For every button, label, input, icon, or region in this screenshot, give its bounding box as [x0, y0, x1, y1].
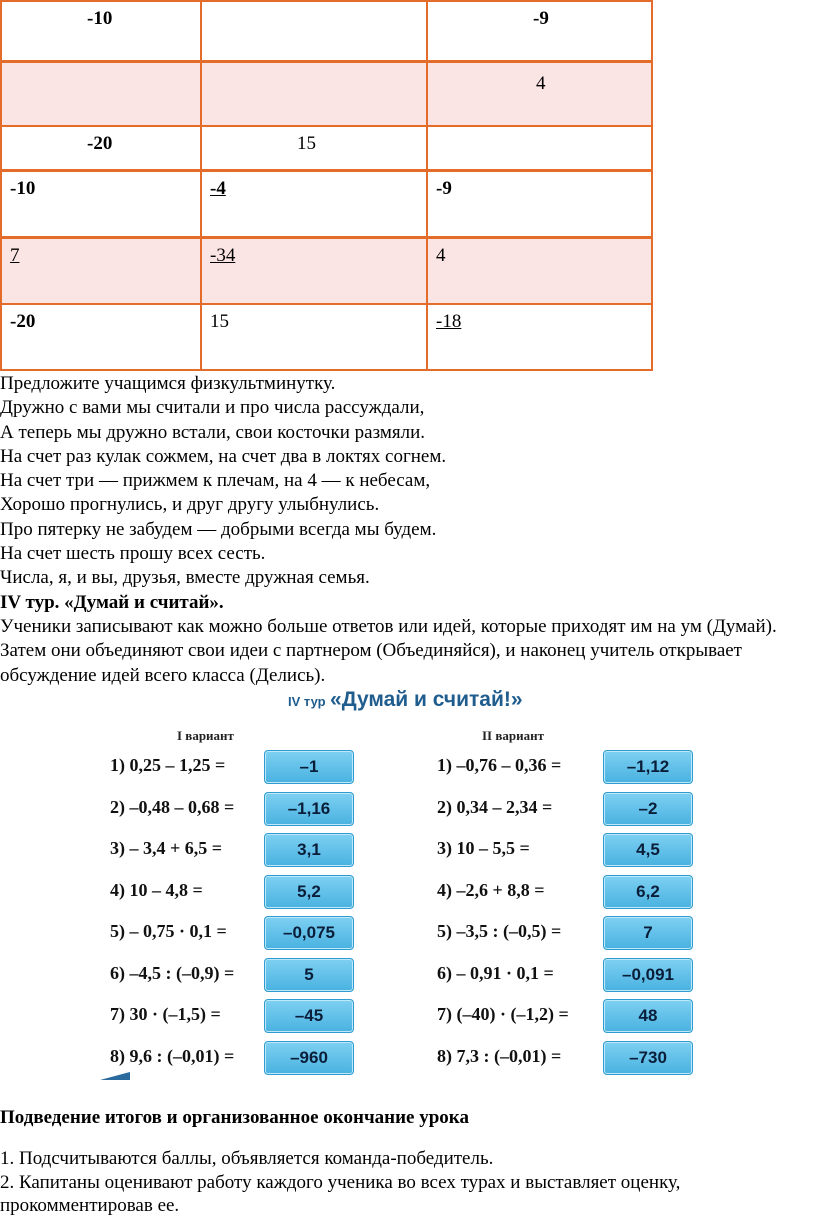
exercise-answer-box: –0,075	[264, 916, 354, 950]
table-cell: -20	[1, 126, 201, 170]
exercise-answer-box: 5	[264, 958, 354, 992]
exercise-expression: 6) –4,5 : (–0,9) =	[110, 962, 235, 983]
table-cell: -10	[1, 171, 201, 238]
table-cell: 15	[201, 304, 427, 370]
exercise-answer-box: 7	[603, 916, 693, 950]
exercise-figure	[100, 688, 674, 1088]
corner-triangle-decoration	[100, 1072, 130, 1080]
table-cell: 7	[1, 238, 201, 305]
figure-title	[288, 688, 523, 712]
exercise-expression: 1) –0,76 – 0,36 =	[437, 755, 562, 775]
poem-line: На счет три — прижмем к плечам, на 4 — к небесам,	[0, 470, 431, 492]
round4-description: Ученики записывают как можно больше ответов или идей, которые приходят им на ум (Думай). Затем они объединяют свои идеи с партнером (Объединяйся), и наконец учитель открывает обсуждение идей всего класса (Делись).	[0, 615, 777, 686]
body-text	[0, 372, 810, 688]
poem-line: Дружно с вами мы считали и про числа рассуждали,	[0, 397, 425, 419]
exercise-expression: 6) – 0,91 · 0,1 =	[437, 962, 554, 983]
table-cell: -20	[1, 304, 201, 370]
exercise-answer-box: –45	[264, 999, 354, 1033]
exercise-answer-box: –1	[264, 750, 354, 784]
table-cell: 15	[201, 126, 427, 170]
variant2-label: II вариант	[482, 728, 544, 743]
number-table-1	[0, 0, 653, 171]
poem-line: На счет шесть прошу всех сесть.	[0, 543, 266, 565]
exercise-answer-box: –1,16	[264, 792, 354, 826]
exercise-answer-box: 48	[603, 999, 693, 1033]
exercise-expression: 1) 0,25 – 1,25 =	[110, 755, 226, 775]
poem-line: Числа, я, и вы, друзья, вместе дружная семья.	[0, 567, 370, 589]
poem-line: Предложите учащимся физкультминутку.	[0, 373, 336, 394]
table-cell: -9	[427, 1, 652, 62]
table-cell: 4	[427, 62, 652, 127]
summary-section	[0, 1106, 810, 1218]
exercise-expression: 4) 10 – 4,8 =	[110, 879, 203, 900]
table-cell: -9	[427, 171, 652, 238]
poem-line: А теперь мы дружно встали, свои косточки размяли.	[0, 421, 426, 443]
exercise-expression: 5) – 0,75 · 0,1 =	[110, 921, 227, 941]
exercise-answer-box: 6,2	[603, 875, 693, 909]
number-table-2	[0, 170, 653, 371]
variant1-label: I вариант	[177, 728, 234, 743]
table-cell	[1, 62, 201, 127]
exercise-answer-box: –0,091	[603, 958, 693, 992]
table-cell: 4	[427, 238, 652, 305]
summary-item: 1. Подсчитываются баллы, объявляется команда-победитель.	[0, 1148, 494, 1169]
exercise-expression: 2) –0,48 – 0,68 =	[110, 796, 235, 817]
exercise-expression: 2) 0,34 – 2,34 =	[437, 796, 553, 817]
poem-line: На счет раз кулак сожмем, на счет два в локтях согнем.	[0, 445, 447, 467]
poem-line: Хорошо прогнулись, и друг другу улыбнулись.	[0, 494, 380, 516]
table-cell: -34	[201, 238, 427, 305]
table-cell: -4	[201, 171, 427, 238]
figure-title-small: IV тур	[288, 694, 326, 709]
table-cell	[201, 62, 427, 127]
exercise-expression: 7) 30 · (–1,5) =	[110, 1004, 221, 1024]
exercise-answer-box: –730	[603, 1041, 693, 1075]
poem-line: Про пятерку не забудем — добрыми всегда мы будем.	[0, 518, 437, 540]
exercise-expression: 3) – 3,4 + 6,5 =	[110, 838, 223, 858]
exercise-answer-box: –1,12	[603, 750, 693, 784]
exercise-answer-box: –2	[603, 792, 693, 826]
table-cell: -10	[1, 1, 201, 62]
summary-heading: Подведение итогов и организованное окончание урока	[0, 1107, 469, 1128]
exercise-answer-box: –960	[264, 1041, 354, 1075]
table-cell	[201, 1, 427, 62]
exercise-answer-box: 3,1	[264, 833, 354, 867]
exercise-expression: 7) (–40) · (–1,2) =	[437, 1004, 569, 1024]
exercise-expression: 3) 10 – 5,5 =	[437, 838, 530, 858]
exercise-answer-box: 5,2	[264, 875, 354, 909]
exercise-expression: 5) –3,5 : (–0,5) =	[437, 921, 562, 941]
table-cell	[427, 126, 652, 170]
round4-heading: IV тур. «Думай и считай».	[0, 591, 224, 613]
exercise-expression: 8) 7,3 : (–0,01) =	[437, 1045, 562, 1066]
table-cell: -18	[427, 304, 652, 370]
exercise-expression: 4) –2,6 + 8,8 =	[437, 879, 545, 900]
summary-item: 2. Капитаны оценивают работу каждого ученика во всех турах и выставляет оценку, прокомментировав ее.	[0, 1171, 681, 1216]
exercise-expression: 8) 9,6 : (–0,01) =	[110, 1045, 235, 1066]
exercise-answer-box: 4,5	[603, 833, 693, 867]
figure-title-large: «Думай и считай!»	[330, 688, 523, 711]
